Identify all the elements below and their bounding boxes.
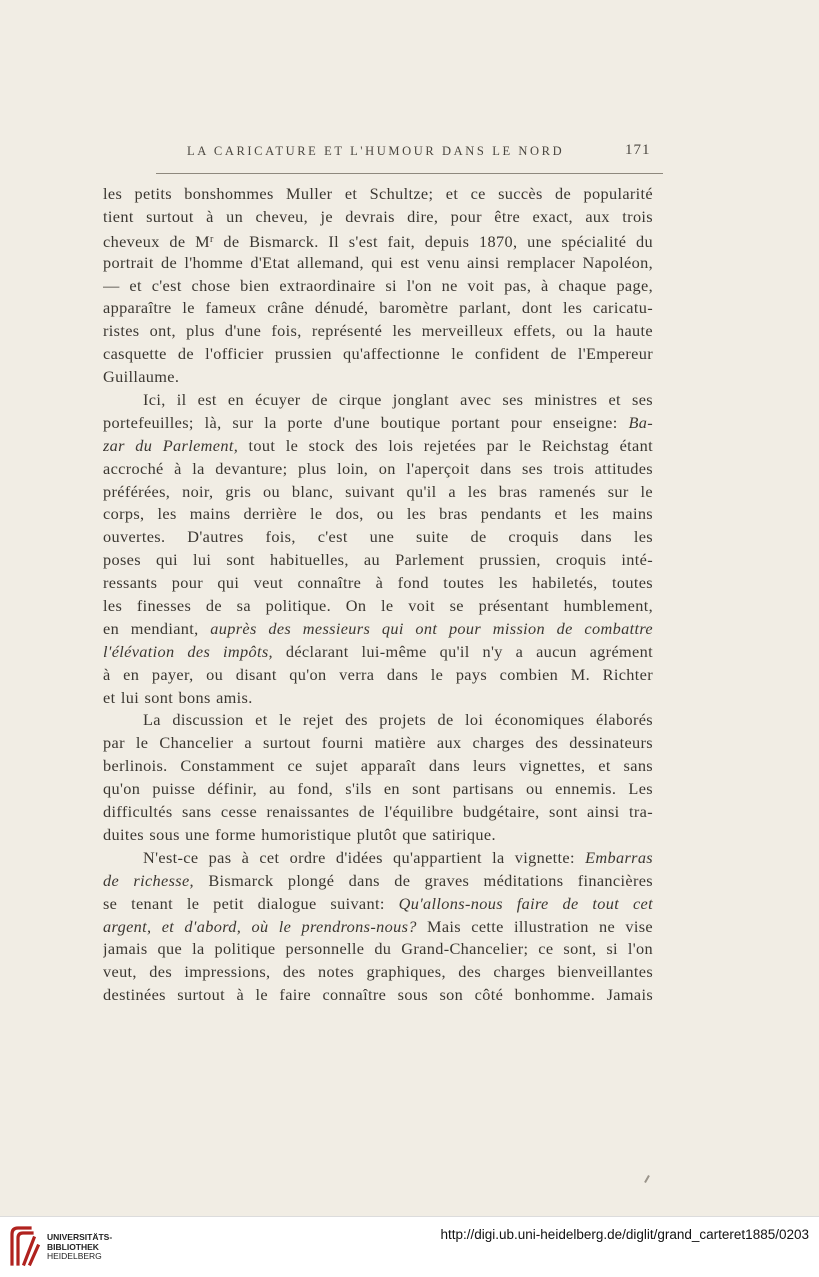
- text-line: par le Chancelier a surtout fourni matière aux charges des dessinateurs: [103, 733, 653, 753]
- text-line: tient surtout à un cheveu, je devrais dire, pour être exact, aux trois: [103, 206, 653, 226]
- text-line: La discussion et le rejet des projets de loi économiques élaborés: [143, 710, 653, 730]
- text-line: jamais que la politique personnelle du Grand-Chancelier; ce sont, si l'on: [103, 939, 653, 959]
- text-line: destinées surtout à le faire connaître sous son côté bonhomme. Jamais: [103, 985, 653, 1005]
- text-line: préférées, noir, gris ou blanc, suivant qu'il a les bras ramenés sur le: [103, 481, 653, 501]
- text-line: les petits bonshommes Muller et Schultze; et ce succès de popularité: [103, 184, 653, 203]
- header-rule: [156, 173, 663, 174]
- text-line: — et c'est chose bien extraordinaire si l'on ne voit pas, à chaque page,: [103, 275, 653, 295]
- text-line: duites sous une forme humoristique plutôt que satirique.: [103, 824, 496, 844]
- text-line: ristes ont, plus d'une fois, représenté les merveilleux effets, ou la haute: [103, 321, 653, 341]
- paper-speck: [644, 1175, 650, 1183]
- body-text: [103, 183, 653, 1007]
- text-line: de richesse, Bismarck plongé dans de graves méditations financières: [103, 870, 653, 890]
- permalink-url[interactable]: http://digi.ub.uni-heidelberg.de/diglit/grand_carteret1885/0203: [440, 1227, 809, 1242]
- text-line: veut, des impressions, des notes graphiques, des charges bienveillantes: [103, 962, 653, 982]
- running-title: LA CARICATURE ET L'HUMOUR DANS LE NORD: [187, 144, 565, 158]
- text-line: argent, et d'abord, où le prendrons-nous? Mais cette illustration ne vise: [103, 916, 653, 936]
- text-line: et lui sont bons amis.: [103, 687, 253, 707]
- text-line: poses qui lui sont habituelles, au Parlement prussien, croquis inté-: [103, 550, 653, 570]
- text-line: qu'on puisse définir, au fond, s'ils en sont partisans ou ennemis. Les: [103, 779, 653, 799]
- text-line: ouvertes. D'autres fois, c'est une suite de croquis dans les: [103, 527, 653, 547]
- digitization-footer: [0, 1216, 819, 1277]
- text-line: à en payer, ou disant qu'on verra dans le pays combien M. Richter: [103, 664, 653, 684]
- text-line: berlinois. Constamment ce sujet apparaît dans leurs vignettes, et sans: [103, 756, 653, 776]
- text-line: portefeuilles; là, sur la porte d'une boutique portant pour enseigne: Ba-: [103, 412, 653, 432]
- text-line: accroché à la devanture; plus loin, on l'aperçoit dans ses trois attitudes: [103, 458, 653, 478]
- text-line: casquette de l'officier prussien qu'affectionne le confident de l'Empereur: [103, 344, 653, 364]
- text-line: corps, les mains derrière le dos, ou les bras pendants et les mains: [103, 504, 653, 524]
- library-name: UNIVERSITÄTS- BIBLIOTHEK HEIDELBERG: [47, 1232, 113, 1261]
- text-line: en mendiant, auprès des messieurs qui ont pour mission de combattre: [103, 618, 653, 638]
- text-line: portrait de l'homme d'Etat allemand, qui est venu ainsi remplacer Napoléon,: [103, 252, 653, 272]
- text-line: apparaître le fameux crâne dénudé, baromètre parlant, dont les caricatu-: [103, 298, 653, 318]
- text-line: l'élévation des impôts, déclarant lui-même qu'il n'y a aucun agrément: [103, 641, 653, 661]
- text-line: ressants pour qui veut connaître à fond toutes les habiletés, toutes: [103, 573, 653, 593]
- text-line: N'est-ce pas à cet ordre d'idées qu'appartient la vignette: Embarras: [143, 847, 653, 867]
- text-line: zar du Parlement, tout le stock des lois rejetées par le Reichstag étant: [103, 435, 653, 455]
- text-line: cheveux de $M^r$ de Bismarck. Il s'est fait, depuis 1870, une spécialité du: [103, 231, 653, 251]
- text-line: Guillaume.: [103, 367, 180, 387]
- text-line: se tenant le petit dialogue suivant: Qu'allons-nous faire de tout cet: [103, 893, 653, 913]
- text-line: Ici, il est en écuyer de cirque jonglant avec ses ministres et ses: [143, 390, 653, 410]
- page-number: 171: [625, 142, 651, 158]
- text-line: les finesses de sa politique. On le voit se présentant humblement,: [103, 596, 653, 616]
- library-logo-icon: [8, 1224, 42, 1268]
- text-line: difficultés sans cesse renaissantes de l'équilibre budgétaire, sont ainsi tra-: [103, 802, 653, 822]
